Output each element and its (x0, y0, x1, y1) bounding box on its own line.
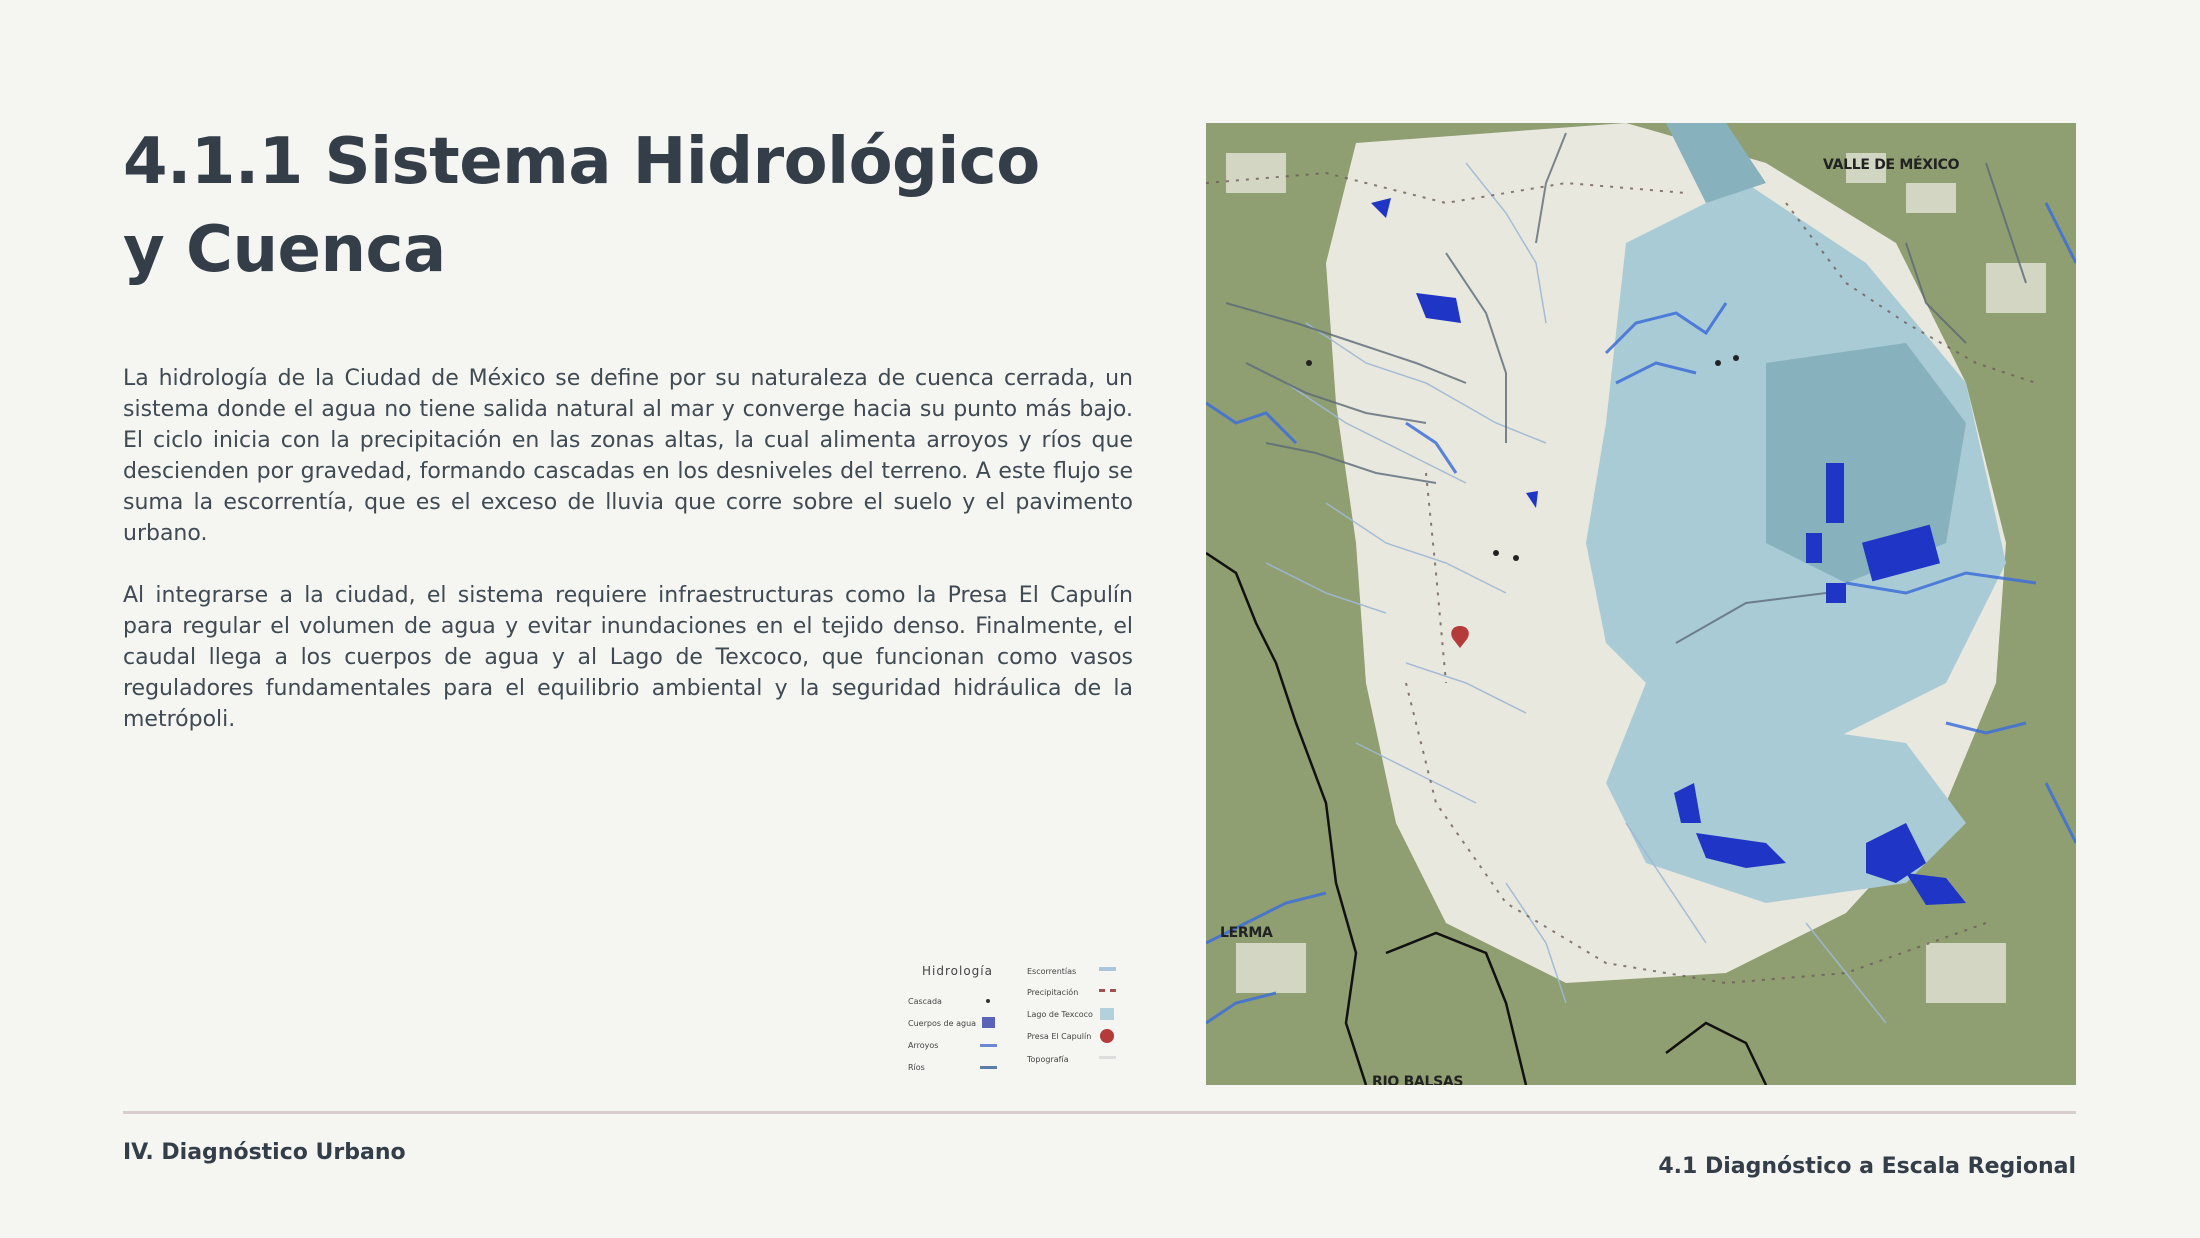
legend-item-arroyos: Arroyos (908, 1041, 939, 1050)
footer-section-title: IV. Diagnóstico Urbano (123, 1140, 406, 1165)
footer-subsection-title: 4.1 Diagnóstico a Escala Regional (1658, 1154, 2076, 1179)
legend-item-presa: Presa El Capulín (1027, 1032, 1092, 1041)
legend-title: Hidrología (922, 964, 993, 978)
legend-item-escorrentias: Escorrentías (1027, 967, 1077, 976)
dot-icon (986, 999, 990, 1003)
circle-icon (1100, 1029, 1114, 1043)
footer-divider (123, 1111, 2076, 1114)
line-icon (1099, 1056, 1116, 1059)
map-label-lerma: LERMA (1220, 925, 1273, 941)
page-title-line-1: 4.1.1 Sistema Hidrológico (123, 125, 1040, 199)
legend-item-lago: Lago de Texcoco (1027, 1010, 1093, 1019)
dashed-line-icon (1099, 989, 1116, 992)
paragraph-1: La hidrología de la Ciudad de México se define por su naturaleza de cuenca cerrada, un sistema donde el agua no tiene salida natural al mar y converge hacia su punto más bajo. El ciclo inicia con la precipitación en las zonas altas, la cual alimenta arroyos y ríos que descienden por gravedad, formando cascadas en los desniveles del terreno. A este flujo se suma la escorrentía, que es el exceso de lluvia que corre sobre el suelo y el pavimento urbano. (123, 366, 1133, 546)
page-title-line-2: y Cuenca (123, 213, 446, 287)
legend-item-cuerpos: Cuerpos de agua (908, 1019, 977, 1028)
page-title (123, 118, 1173, 294)
square-icon (1100, 1008, 1114, 1020)
body-text (123, 363, 1133, 766)
line-icon (1099, 967, 1116, 971)
legend-item-rios: Ríos (908, 1063, 925, 1072)
map-graphic (1206, 123, 2076, 1085)
map-label-valle: VALLE DE MÉXICO (1823, 157, 1960, 173)
paragraph-2: Al integrarse a la ciudad, el sistema requiere infraestructuras como la Presa El Capulín para regular el volumen de agua y evitar inundaciones en el tejido denso. Finalmente, el caudal llega a los cuerpos de agua y al Lago de Texcoco, que funcionan como vasos reguladores fundamentales para el equilibrio ambiental y la seguridad hidráulica de la metrópoli. (123, 583, 1133, 732)
legend-item-topografia: Topografía (1027, 1055, 1069, 1064)
legend-item-precipitacion: Precipitación (1027, 988, 1079, 997)
line-icon (980, 1066, 997, 1069)
legend-item-cascada: Cascada (908, 997, 942, 1006)
map-label-balsas: RIO BALSAS (1372, 1074, 1464, 1085)
square-icon (982, 1017, 995, 1028)
line-icon (980, 1044, 997, 1047)
hydrology-map (1206, 123, 2076, 1085)
map-legend (898, 955, 1128, 1080)
